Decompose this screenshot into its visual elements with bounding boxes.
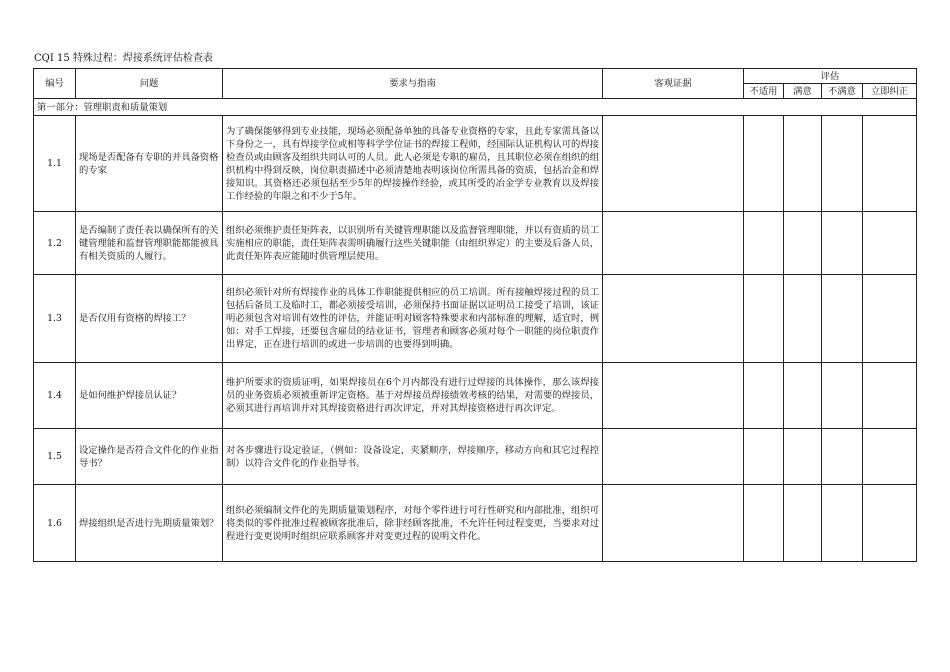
satisfied-cell[interactable] <box>784 485 822 562</box>
na-cell[interactable] <box>744 212 784 275</box>
header-unsatisfied: 不满意 <box>822 84 863 99</box>
row-question: 设定操作是否符合文件化的作业指导书？ <box>76 429 223 485</box>
na-cell[interactable] <box>744 363 784 429</box>
header-satisfied: 满意 <box>784 84 822 99</box>
immediate-cell[interactable] <box>863 363 917 429</box>
row-requirement: 组织必须编制文件化的先期质量策划程序，对每个零件进行可行性研究和内部批准，组织可将类似的零件批准过程被顾客批准后，除非经顾客批准，不允许任何过程变更，当要求对过程进行变更说明时组织应联系顾客并对变更过程的说明文件化。 <box>223 485 603 562</box>
row-number: 1.1 <box>34 116 76 212</box>
row-requirement: 组织必须针对所有焊接作业的具体工作职能提供相应的员工培训。所有接触焊接过程的员工包括后备员工及临时工，都必须接受培训，必须保持书面证据以证明员工接受了培训，该证明必须包含对培训有效性的评估，并能证明对顾客特殊要求和内部标准的理解，适宜时，例如：对手工焊接，还要包含雇员的结业证书，管理者和顾客必须对每个一职能的岗位职责作出界定，正在进行培训的或进一步培训的也要得到明确。 <box>223 275 603 363</box>
na-cell[interactable] <box>744 485 784 562</box>
satisfied-cell[interactable] <box>784 429 822 485</box>
satisfied-cell[interactable] <box>784 116 822 212</box>
header-na: 不适用 <box>744 84 784 99</box>
immediate-cell[interactable] <box>863 485 917 562</box>
row-number: 1.2 <box>34 212 76 275</box>
table-row <box>34 429 917 485</box>
row-question: 焊接组织是否进行先期质量策划？ <box>76 485 223 562</box>
header-evidence: 客观证据 <box>603 69 744 99</box>
immediate-cell[interactable] <box>863 429 917 485</box>
unsatisfied-cell[interactable] <box>822 363 863 429</box>
table-row <box>34 275 917 363</box>
immediate-cell[interactable] <box>863 212 917 275</box>
unsatisfied-cell[interactable] <box>822 485 863 562</box>
evidence-cell[interactable] <box>603 116 744 212</box>
row-number: 1.4 <box>34 363 76 429</box>
na-cell[interactable] <box>744 116 784 212</box>
evidence-cell[interactable] <box>603 363 744 429</box>
row-question: 是否仅用有资格的焊接工？ <box>76 275 223 363</box>
header-immediate: 立即纠正 <box>863 84 917 99</box>
header-evaluation: 评估 <box>744 69 917 84</box>
row-requirement: 为了确保能够得到专业技能，现场必须配备单独的具备专业资格的专家，且此专家需具备以下身份之一，具有焊接学位或相等科学学位证书的焊接工程师，经国际认证机构认可的焊接检查员或由顾客及组织共同认可的人员。此人必须是专职的雇员，且其职位必须在组织的组织机构中得到反映，岗位职责描述中必须清楚地表明该岗位所需具备的资质，包括冶金和焊接知识。其资格还必须包括至少5年的焊接操作经验，或其所受的冶金学专业教育以及焊接工作经验的年限之和不少于5年。 <box>223 116 603 212</box>
table-row <box>34 485 917 562</box>
evidence-cell[interactable] <box>603 485 744 562</box>
satisfied-cell[interactable] <box>784 212 822 275</box>
row-requirement: 对各步骤进行设定验证，（例如：设备设定，夹紧顺序，焊接顺序，移动方向和其它过程控制）以符合文件化的作业指导书。 <box>223 429 603 485</box>
row-number: 1.3 <box>34 275 76 363</box>
row-requirement: 组织必须维护责任矩阵表，以识别所有关键管理职能以及监督管理职能，并以有资质的员工实施相应的职能，责任矩阵表需明确履行这些关键职能（由组织界定）的主要及后备人员，此责任矩阵表应能随时供管理层使用。 <box>223 212 603 275</box>
unsatisfied-cell[interactable] <box>822 275 863 363</box>
row-number: 1.6 <box>34 485 76 562</box>
satisfied-cell[interactable] <box>784 363 822 429</box>
header-requirements: 要求与指南 <box>223 69 603 99</box>
na-cell[interactable] <box>744 275 784 363</box>
table-row <box>34 116 917 212</box>
na-cell[interactable] <box>744 429 784 485</box>
evidence-cell[interactable] <box>603 212 744 275</box>
row-question: 是如何维护焊接员认证？ <box>76 363 223 429</box>
sheet-title: CQI 15 特殊过程：焊接系统评估检查表 <box>34 53 213 64</box>
unsatisfied-cell[interactable] <box>822 429 863 485</box>
row-number: 1.5 <box>34 429 76 485</box>
immediate-cell[interactable] <box>863 116 917 212</box>
immediate-cell[interactable] <box>863 275 917 363</box>
row-question: 是否编制了责任表以确保所有的关键管理能和监督管理职能都能被具有相关资质的人履行。 <box>76 212 223 275</box>
row-requirement: 维护所要求的资质证明，如果焊接员在6个月内都没有进行过焊接的具体操作，那么该焊接员的业务资质必须被重新评定资格。基于对焊接员焊接绩效考核的结果，对需要的焊接员，必须其进行再培训并对其焊接资格进行再次评定，并对其焊接资格进行再次评定。 <box>223 363 603 429</box>
table-row <box>34 363 917 429</box>
evidence-cell[interactable] <box>603 429 744 485</box>
evidence-cell[interactable] <box>603 275 744 363</box>
checklist-table <box>33 68 917 562</box>
table-row <box>34 212 917 275</box>
satisfied-cell[interactable] <box>784 275 822 363</box>
unsatisfied-cell[interactable] <box>822 212 863 275</box>
unsatisfied-cell[interactable] <box>822 116 863 212</box>
header-number: 编号 <box>34 69 76 99</box>
header-question: 问题 <box>76 69 223 99</box>
row-question: 现场是否配备有专职的并具备资格的专家 <box>76 116 223 212</box>
section-title: 第一部分：管理职责和质量策划 <box>34 99 917 116</box>
